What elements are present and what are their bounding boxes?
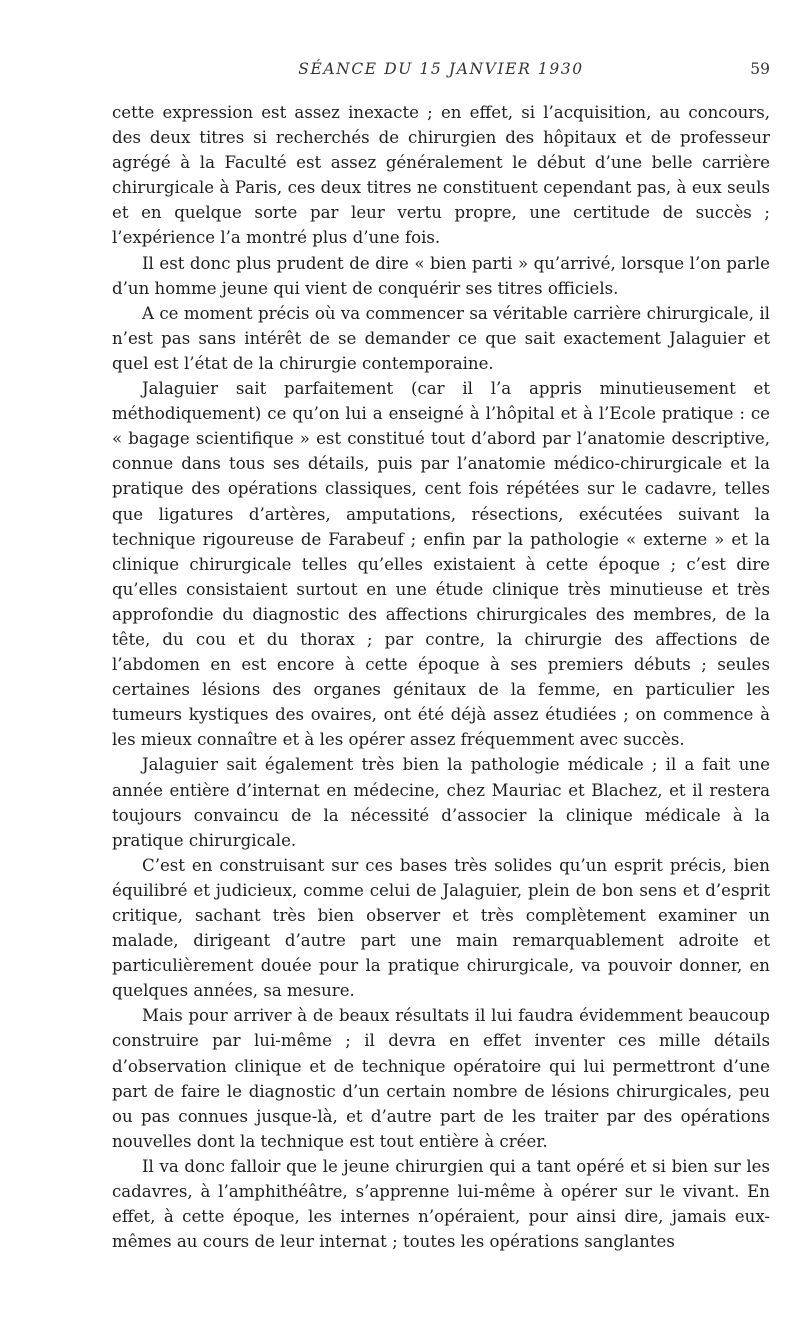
body-text	[112, 100, 770, 1254]
paragraph: C’est en construisant sur ces bases très solides qu’un esprit précis, bien équilibré et judicieux, comme celui de Jalaguier, plein de bon sens et d’esprit critique, sachant très bien observer et très complètement examiner un malade, dirigeant d’autre part une main remarquablement adroite et particulièrement douée pour la pratique chirurgicale, va pouvoir donner, en quelques années, sa mesure.	[112, 855, 770, 1001]
paragraph: Il va donc falloir que le jeune chirurgien qui a tant opéré et si bien sur les cadavres, à l’amphithéâtre, s’apprenne lui-même à opérer sur le vivant. En effet, à cette époque, les internes n’opéraient, pour ainsi dire, jamais eux-mêmes au cours de leur internat ; toutes les opérations sanglantes	[112, 1156, 770, 1252]
paragraph: Il est donc plus prudent de dire « bien parti » qu’arrivé, lorsque l’on parle d’un homme jeune qui vient de conquérir ses titres officiels.	[112, 253, 770, 298]
running-title: SÉANCE DU 15 JANVIER 1930	[298, 60, 584, 78]
paragraph: A ce moment précis où va commencer sa véritable carrière chirurgicale, il n’est pas sans intérêt de se demander ce que sait exactement Jalaguier et quel est l’état de la chirurgie contemporaine.	[112, 303, 770, 373]
paragraph: Mais pour arriver à de beaux résultats il lui faudra évidemment beaucoup construire par lui-même ; il devra en effet inventer ces mille détails d’observation clinique et de technique opératoire qui lui permettront d’une part de faire le diagnostic d’un certain nombre de lésions chirurgicales, peu ou pas connues jusque-là, et d’autre part de les traiter par des opérations nouvelles dont la technique est tout entière à créer.	[112, 1006, 770, 1151]
page-number: 59	[750, 60, 770, 78]
paragraph: Jalaguier sait parfaitement (car il l’a appris minutieusement et méthodiquement) ce qu’on lui a enseigné à l’hôpital et à l’Ecole pratique : ce « bagage scientifique » est constitué tout d’abord par l’anatomie descriptive, connue dans tous ses détails, puis par l’anatomie médico-chirurgicale et la pratique des opérations classiques, cent fois répétées sur le cadavre, telles que ligatures d’artères, amputations, résections, exécutées suivant la technique rigoureuse de Farabeuf ; enfin par la pathologie « externe » et la clinique chirurgicale telles qu’elles existaient à cette époque ; c’est dire qu’elles consistaient surtout en une étude clinique très minutieuse et très approfondie du diagnostic des affections chirurgicales des membres, de la tête, du cou et du thorax ; par contre, la chirurgie des affections de l’abdomen en est encore à cette époque à ses premiers débuts ; seules certaines lésions des organes génitaux de la femme, en particulier les tumeurs kystiques des ovaires, ont été déjà assez étudiées ; on commence à les mieux connaître et à les opérer assez fréquemment avec succès.	[112, 379, 770, 750]
paragraph-continued: cette expression est assez inexacte ; en effet, si l’acquisition, au concours, des deux titres si recherchés de chirurgien des hôpitaux et de professeur agrégé à la Faculté est assez généralement le début d’une belle carrière chirurgicale à Paris, ces deux titres ne constituent cependant pas, à eux seuls et en quelque sorte par leur vertu propre, une certitude de succès ; l’expérience l’a montré plus d’une fois.	[112, 103, 770, 248]
running-header	[112, 60, 770, 84]
paragraph: Jalaguier sait également très bien la pathologie médicale ; il a fait une année entière d’internat en médecine, chez Mauriac et Blachez, et il restera toujours convaincu de la nécessité d’associer la clinique médicale à la pratique chirurgicale.	[112, 755, 770, 850]
